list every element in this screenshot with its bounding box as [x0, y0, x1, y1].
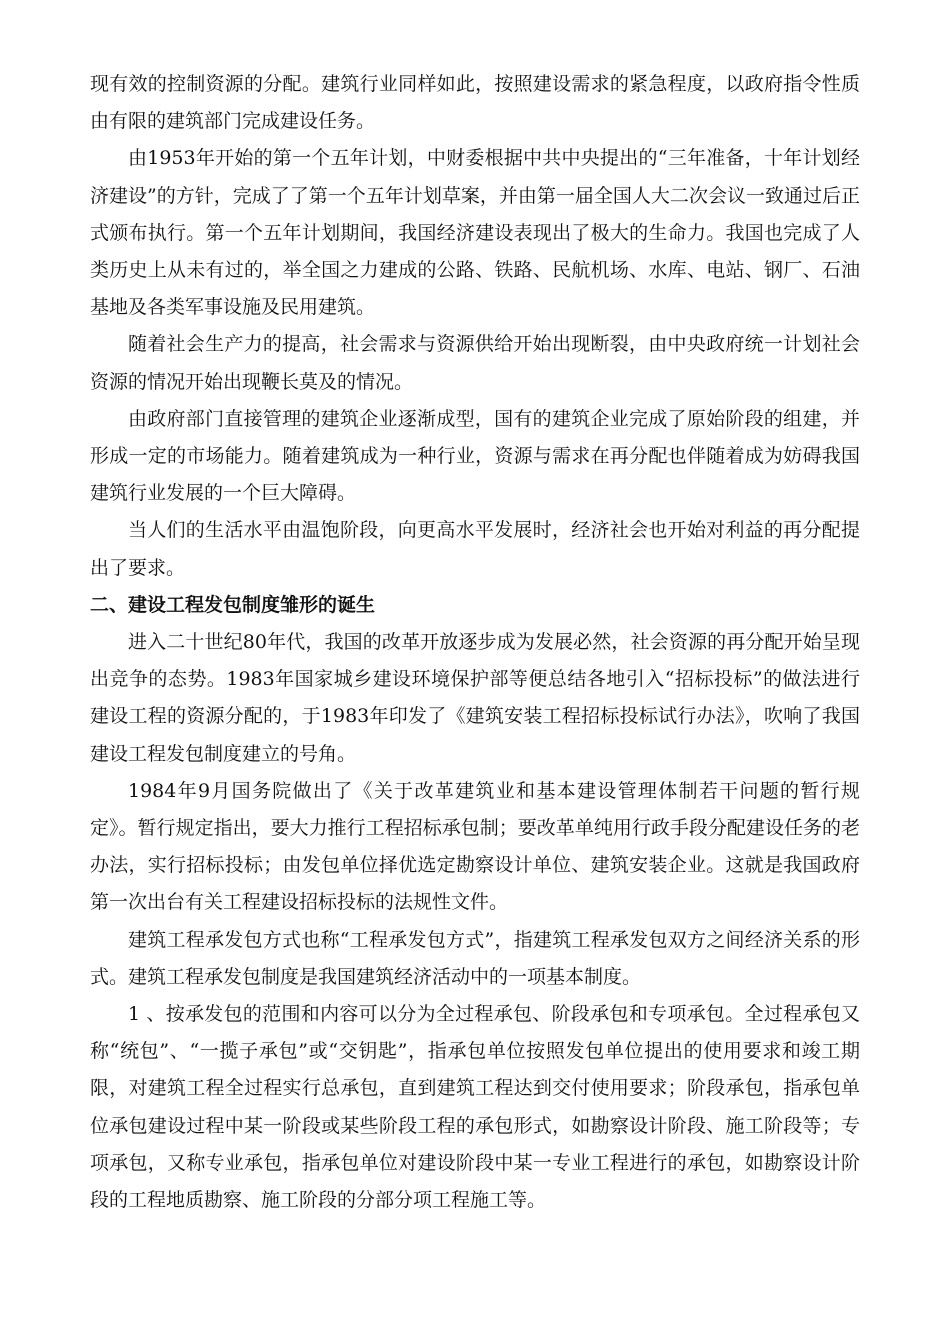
- paragraph-productivity: 随着社会生产力的提高，社会需求与资源供给开始出现断裂，由中央政府统一计划社会资源的情况开始出现鞭长莫及的情况。: [90, 333, 860, 393]
- paragraph-state-council-1984: 1984年9月国务院做出了《关于改革建筑业和基本建设管理体制若干问题的暂行规定》。暂行规定指出，要大力推行工程招标承包制；要改革单纯用行政手段分配建设任务的老办法，实行招标投标；由发包单位择优选定勘察设计单位、建筑安装企业。这就是我国政府第一次出台有关工程建设招标投标的法规性文件。: [90, 779, 860, 914]
- paragraph-first-five-year-plan: 由1953年开始的第一个五年计划，中财委根据中共中央提出的“三年准备，十年计划经济建设”的方针，完成了了第一个五年计划草案，并由第一届全国人大二次会议一致通过后正式颁布执行。第一个五年计划期间，我国经济建设表现出了极大的生命力。我国也完成了人类历史上从未有过的，举全国之力建成的公路、铁路、民航机场、水库、电站、钢厂、石油基地及各类军事设施及民用建筑。: [90, 147, 860, 319]
- paragraph-continuation: 现有效的控制资源的分配。建筑行业同样如此，按照建设需求的紧急程度，以政府指令性质由有限的建筑部门完成建设任务。: [90, 73, 860, 133]
- section-heading: 二、建设工程发包制度雏形的诞生: [90, 593, 376, 616]
- paragraph-contracting-scope: 1 、按承发包的范围和内容可以分为全过程承包、阶段承包和专项承包。全过程承包又称“统包”、“一揽子承包”或“交钥匙”，指承包单位按照发包单位提出的使用要求和竣工期限，对建筑工程全过程实行总承包，直到建筑工程达到交付使用要求；阶段承包，指承包单位承包建设过程中某一阶段或某些阶段工程的承包形式，如勘察设计阶段、施工阶段等；专项承包，又称专业承包，指承包单位对建设阶段中某一专业工程进行的承包，如勘察设计阶段的工程地质勘察、施工阶段的分部分项工程施工等。: [90, 1003, 860, 1212]
- paragraph-contracting-definition: 建筑工程承发包方式也称“工程承发包方式”，指建筑工程承发包双方之间经济关系的形式。建筑工程承发包制度是我国建筑经济活动中的一项基本制度。: [90, 928, 860, 988]
- document-page: [90, 66, 860, 1219]
- paragraph-reform-1980s: 进入二十世纪80年代，我国的改革开放逐步成为发展必然，社会资源的再分配开始呈现出竞争的态势。1983年国家城乡建设环境保护部等便总结各地引入“招标投标”的做法进行建设工程的资源分配的，于1983年印发了《建筑安装工程招标投标试行办法》，吹响了我国建设工程发包制度建立的号角。: [90, 631, 860, 765]
- paragraph-state-enterprises: 由政府部门直接管理的建筑企业逐渐成型，国有的建筑企业完成了原始阶段的组建，并形成一定的市场能力。随着建筑成为一种行业，资源与需求在再分配也伴随着成为妨碍我国建筑行业发展的一个巨大障碍。: [90, 407, 860, 505]
- paragraph-living-standards: 当人们的生活水平由温饱阶段，向更高水平发展时，经济社会也开始对利益的再分配提出了要求。: [90, 519, 860, 579]
